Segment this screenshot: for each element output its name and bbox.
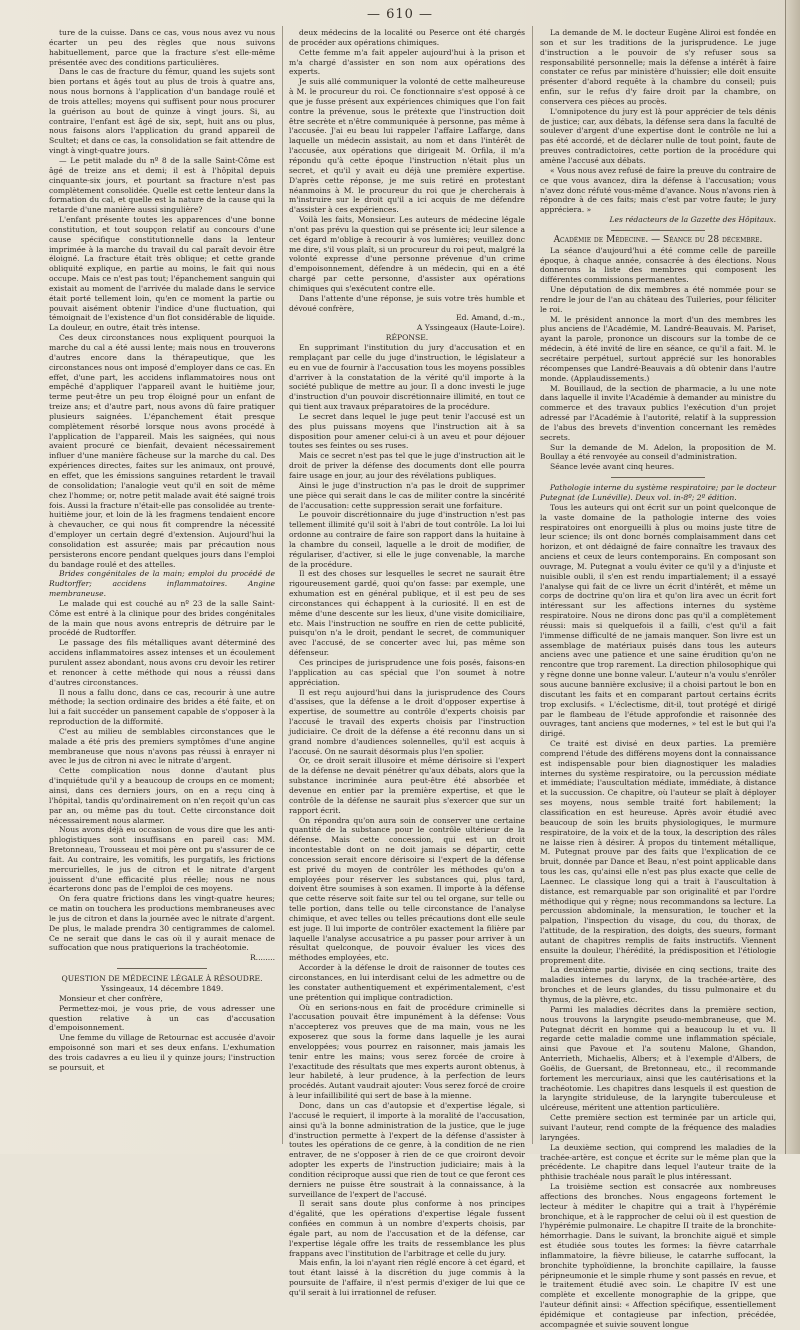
paragraph: Dans l'attente d'une réponse, je suis votre très humble et dévoué confrère, — [289, 293, 525, 313]
paragraph: Le malade qui est couché au nº 23 de la salle Saint-Côme est entré à la clinique pour des brides congénitales de la main que nous avons entrepris de détruire par le procédé de Rudtorffer. — [49, 598, 275, 638]
salutation: Monsieur et cher confrère, — [59, 993, 163, 1003]
section-heading: RÉPONSE. — [385, 333, 429, 343]
paragraph: Une femme du village de Retournac est accusée d'avoir empoisonné son mari et ses deux enfans. L'exhumation des trois cadavres a eu lieu il y quinze jours; l'instruction se poursuit, et — [49, 1033, 275, 1072]
column-2 — [289, 28, 525, 1297]
paragraph: Ainsi le juge d'instruction n'a pas le droit de supprimer une pièce qui serait dans le cas de militer contre la sincérité de l'accusation: cette suppression serait une forfaiture. — [289, 480, 525, 510]
paragraph: L'enfant présente toutes les apparences d'une bonne constitution, et tout soupçon relatif au concours d'une cause spécifique constitutionnelle dans la lenteur imprimée à la marche du travail du cal paraît devoir être éloigné. La fracture était très oblique; et cette grande obliquité explique, en partie au moins, le fait qui nous occupe. Mais ce n'est pas tout; l'épanchement sanguin qui existait au moment de l'arrivée du malade dans le service était porté tellement loin, qu'en ce moment la partie ou pouvait aisément obtenir l'indice d'une fluctuation, qui témoignait de l'existence d'un flot considérable de liquide. La douleur, en outre, était très intense. — [49, 215, 275, 333]
paragraph: M. le président annonce la mort d'un des membres les plus anciens de l'Académie, M. Landré-Beauvais. M. Pariset, ayant la parole, prononce un discours sur la tombe de ce médecin, à été invité de lire en séance, ce qu'il a fait. M. le secrétaire perpétuel, surtout apprécié sur les honorables récompenses que Landré-Beauvais a dû obtenir dans l'autre monde. (Applaudissements.) — [540, 314, 776, 383]
paragraph: Une députation de dix membres a été nommée pour se rendre le jour de l'an au château des Tuileries, pour féliciter le roi. — [540, 285, 776, 314]
paragraph: « Vous nous avez refusé de faire la preuve du contraire de ce que vous avancez, dira la défense à l'accusation; vous n'avez donc réfuté vous-même d'avance. Nous n'avons rien à répondre à de ces faits; mais c'est par votre faute; le jury appréciera. » — [540, 165, 776, 215]
paragraph: Tous les auteurs qui ont écrit sur un point quelconque de la vaste domaine de la pathologie interne des voies respiratoires ont enorgueilli à plus ou moins juste titre de leur science; ils ont donc bornés complaisamment dans cet horizon, et ont dédaigné de faire connaître les travaux des anciens et ceux de leurs contemporains. En composant son ouvrage, M. Putegnat a voulu éviter ce qu'il y a d'injuste et nuisible oubli, il s'en est rendu impartialement; il a essayé l'analyse qui fait de ce livre un écrit d'intérêt, et même un corps de doctrine qu'on lira et qu'on lira avec un écrit fort intéressant sur les affections internes du système respiratoire. Nous ne dirons donc pas qu'il a complètement réussi: mais si quelquefois il a failli, c'est qu'il a fait l'immense difficulté de ne jamais manquer. Son livre est un assemblage de matériaux puisés dans tous les auteurs anciens avec une patience et une saine érudition qu'on ne rencontre que trop rarement. La direction philosophique qui y règne donne une bonne valeur. L'auteur n'a voulu s'enrôler sous aucune bannière exclusive; il a choisi partout le bon en discutant les faits et en comparant partout certains écrits trop exclusifs. « L'éclectisme, dit-il, tout protégé et dirigé par le flambeau de l'étude approfondie et raisonnée des ouvrages, tant anciens que modernes, » tel est le but qui l'a dirigé. — [540, 502, 776, 739]
paragraph: Cette première section est terminée par un article qui, suivant l'auteur, rend compte de la fréquence des maladies laryngées. — [540, 1113, 776, 1142]
separator-rule — [117, 968, 207, 969]
signature: R........ — [249, 953, 275, 963]
paragraph: En supprimant l'institution du jury d'accusation et en remplaçant par celle du juge d'instruction, le législateur a eu en vue de fournir à l'accusation tous les moyens possibles d'arriver à la constatation de la vérité qu'il importe à la société publique de mettre au jour. Il a donc investi le juge d'instruction d'un pouvoir discrétionnaire illimité, en tout ce qui tient aux travaux préparatoires de la procédure. — [289, 343, 525, 412]
paragraph: Cette complication nous donne d'autant plus d'inquiétude qu'il y a beaucoup de croups en ce moment; ainsi, dans ces derniers jours, on en a reçu cinq à l'hôpital, tandis qu'ordinairement on n'en reçoit qu'un cas par an, ou même pas du tout. Cette circonstance doit nécessairement nous alarmer. — [49, 766, 275, 825]
paragraph: Dans le cas de fracture du fémur, quand les sujets sont bien portans et âgés tout au plus de trois à quatre ans, nous nous bornons à l'application d'un bandage roulé et de trois attelles; moyens qui suffisent pour nous procurer la guérison au bout de quinze à vingt jours. Si, au contraire, l'enfant est âgé de six, sept, huit ans ou plus, nous faisons alors l'application du grand appareil de Scultet; et dans ce cas, la consolidation se fait attendre de vingt à vingt-quatre jours. — [49, 67, 275, 156]
paragraph: Mais ce secret n'est pas tel que le juge d'instruction ait le droit de priver la défense des documents dont elle pourra faire usage en jour, au jour des révélations publiques. — [289, 451, 525, 480]
paragraph: Ces deux circonstances nous expliquent pourquoi la marche du cal a été aussi lente; mais nous en trouverons d'autres encore dans la thérapeutique, que les circonstances nous ont imposé d'employer dans ce cas. En effet, d'une part, les accidens inflammatoires nous ont empêché d'appliquer l'appareil avant le huitième jour, terme peut-être un peu trop éloigné pour un enfant de treize ans; et d'autre part, nous avons dû faire pratiquer plusieurs saignées. L'épanchement était presque complètement résorbé lorsque nous avons procédé à l'application de l'appareil. Mais les saignées, qui nous avaient procuré ce bienfait, devaient nécessairement influer d'une manière fâcheuse sur la marche du cal. Des expériences directes, faites sur les animaux, ont prouvé, en effet, que les émissions sanguines retardent le travail de consolidation; l'analogie veut qu'il en soit de même chez l'homme; or, notre petit malade avait été saigné trois fois. Aussi la fracture n'était-elle pas consolidée au trente-huitième jour, et loin de là les fragmens tendaient encore à chevaucher, ce qui nous fit comprendre la nécessité d'employer un certain degré d'extension. Aujourd'hui la consolidation est assurée; mais par précaution nous persisterons encore pendant quelques jours dans l'emploi du bandage roulé et des attelles. — [49, 333, 275, 569]
signature: Les rédacteurs de la Gazette des Hôpitaux. — [609, 215, 776, 225]
paragraph: Ces principes de jurisprudence une fois posés, faisons-en l'application au cas spécial que l'on soumet à notre appréciation. — [289, 658, 525, 687]
column-1 — [49, 28, 275, 1146]
paragraph: Donc, dans un cas d'autopsie et d'expertise légale, si l'accusé le requiert, il importe à la moralité de l'accusation, ainsi qu'à la bonne administration de la justice, que le juge d'instruction permette à l'expert de la défense d'assister à toutes les opérations de ce genre, à la condition de ne rien entraver, de ne s'opposer à rien de ce que croiront devoir adopter les experts de l'instruction judiciaire; mais à la condition réciproque aussi que rien de tout ce que feront ces derniers ne puisse être soustrait à la connaissance, à la surveillance de l'expert de l'accusé. — [289, 1100, 525, 1199]
paragraph: On répondra qu'on aura soin de conserver une certaine quantité de la substance pour le contrôle ultérieur de la défense. Mais cette concession, qui est un droit incontestable dont on ne doit jamais se départir, cette concession serait encore dérisoire si l'expert de la défense est privé du moyen de contrôler les méthodes qu'on a employées pour réserver les substances qui, plus tard, doivent être soumises à son examen. Il importe à la défense que cette réserve soit faite sur tel ou tel organe, sur telle ou telle portion, dans telle ou telle circonstance de l'analyse chimique, et avec telles ou telles précautions dont elle seule est juge. Il lui importe de contrôler exactement la filière par laquelle l'analyse accusatrice a pu passer pour arriver à un résultat quelconque, de pouvoir évaluer les vices des méthodes employées, etc. — [289, 815, 525, 963]
separator-rule — [611, 230, 705, 231]
page-binding-edge — [785, 0, 800, 1154]
paragraph: Accorder à la défense le droit de raisonner de toutes ces circonstances, en lui interdisant celui de les admettre ou de les constater authentiquement et expérimentalement, c'est une prétention qui implique contradiction. — [289, 963, 525, 1002]
paragraph: Le passage des fils métalliques avant déterminé des accidens inflammatoires assez intenses et un écoulement purulent assez abondant, nous avons cru devoir les retirer et renoncer à cette méthode qui nous a réussi dans d'autres circonstances. — [49, 638, 275, 687]
signature-place: A Yssingeaux (Haute-Loire). — [416, 323, 525, 333]
paragraph: Il serait sans doute plus conforme à nos principes d'égalité, que les opérations d'expertise légale fussent confiées en commun à un nombre d'experts choisis, par égale part, au nom de l'accusation et de la défense, car l'expertise légale offre les traits de ressemblance les plus frappans avec l'institution de l'arbitrage et celle du jury. — [289, 1199, 525, 1258]
paragraph: Cette femme m'a fait appeler aujourd'hui à la prison et m'a chargé d'assister en son nom aux opérations des experts. — [289, 47, 525, 77]
paragraph: ture de la cuisse. Dans ce cas, vous nous avez vu nous écarter un peu des règles que nous suivons habituellement, parce que la fracture s'est elle-même présentée avec des conditions particulières. — [49, 28, 275, 67]
paragraph: La deuxième partie, divisée en cinq sections, traite des maladies internes du larynx, de la trachée-artère, des bronches et de leurs glandes, du tissu pulmonaire et du thymus, de la plèvre, etc. — [540, 965, 776, 1004]
page-number: — 610 — — [366, 7, 434, 22]
paragraph: Il est des choses sur lesquelles le secret ne saurait être rigoureusement gardé, quoi qu'on fasse: par exemple, une exhumation est en général publique, et il est peu de ses circonstances qui échappent à la curiosité. Il en est de même d'une descente sur les lieux, d'une visite domiciliaire, etc. Mais l'instruction ne souffre en rien de cette publicité, puisqu'on n'a le droit, pendant le secret, de communiquer avec l'accusé, de se concerter avec lui, pas même son défenseur. — [289, 569, 525, 658]
paragraph: Or, ce droit serait illusoire et même dérisoire si l'expert de la défense ne devait pénétrer qu'aux débats, alors que la substance incriminée aura peut-être été absorbée et devenue en entier par la première expertise, et que le contrôle de la défense ne saurait plus s'exercer que sur un rapport écrit. — [289, 756, 525, 815]
paragraph: Voilà les faits, Monsieur. Les auteurs de médecine légale n'ont pas prévu la question qui se présente ici; leur silence a cet égard m'oblige à recourir à vos lumières; veuillez donc me dire, s'il vous plaît, si un procureur du roi peut, malgré la volonté expresse d'une personne prévenue d'un crime d'empoisonnement, défendre à un médecin, qui en a été chargé par cette personne, d'assister aux opérations chimiques qui s'exécutent contre elle. — [289, 215, 525, 293]
paragraph: Ce traité est divisé en deux parties. La première comprend l'étude des différens moyens dont la connaissance est indispensable pour bien diagnostiquer les maladies internes du système respiratoire, ou la percussion médiate et immédiate; l'auscultation médiate, immédiate, à distance et la succussion. Ce chapitre, où l'auteur se plaît à déployer ses moyens, nous semble traité fort habilement; la classification en est heureuse. Après avoir étudié avec beaucoup de soin les bruits physiologiques, le murmure respiratoire, de la voix et de la toux, la description des râles ne laisse rien à désirer. À propos du tintement métallique, M. Putegnat prouve par des faits que l'explication de ce bruit, donnée par Dance et Beau, n'est point applicable dans tous les cas, qu'ainsi elle n'est pas plus exacte que celle de Laennec. Le classique long qui a trait à l'auscultation à distance, est remarquable par son originalité et par l'ordre méthodique qui y règne; nous recommandons sa lecture. La percussion abdominale, la mensuration, le toucher et la palpation, l'inspection du visage, du cou, du thorax, de l'attitude, de la respiration, des doigts, des sueurs, formant autant de chapitres remplis de faits instructifs. Viennent ensuite la douleur, l'hérédité, la prédisposition et l'étiologie proprement dite. — [540, 739, 776, 965]
separator-rule — [611, 477, 705, 478]
paragraph: Séance levée avant cinq heures. — [550, 462, 675, 472]
paragraph: Mais enfin, la loi n'ayant rien réglé encore à cet égard, et tout étant laissé à la discrétion du juge commis à la poursuite de l'affaire, il n'est permis d'exiger de lui que ce qu'il serait à lui irrationnel de refuser. — [289, 1258, 525, 1297]
paragraph: Permettez-moi, je vous prie, de vous adresser une question relative à un cas d'accusation d'empoisonnement. — [49, 1003, 275, 1033]
paragraph: La séance d'aujourd'hui a été comme celle de pareille époque, à chaque année, consacrée à des élections. Nous donnerons la liste des membres qui composent les différentes commissions permanentes. — [540, 245, 776, 285]
paragraph: Le pouvoir discrétionnaire du juge d'instruction n'est pas tellement illimité qu'il soit à l'abri de tout contrôle. La loi lui ordonne au contraire de faire son rapport dans la huitaine à la chambre du conseil, laquelle a le droit de modifier, de régulariser, d'activer, si elle le juge convenable, la marche de la procédure. — [289, 510, 525, 569]
column-divider — [532, 26, 533, 1144]
paragraph: M. Bouillaud, de la section de pharmacie, a lu une note dans laquelle il invite l'Académie à demander au ministre du commerce et des travaux publics l'exécution d'un projet adressé par l'Académie à l'autorité, relatif à la suppression de l'abus des brevets d'invention concernant les remèdes secrets. — [540, 383, 776, 442]
paragraph: Parmi les maladies décrites dans la première section, nous trouvons la laryngite pseudo-membraneuse, que M. Putegnat décrit en homme qui a beaucoup lu et vu. Il regarde cette maladie comme une inflammation spéciale, ainsi que Pavoue et l'a soutenu Malone, Ghandon, Anterrieth, Michaelis, Albers; et à l'exemple d'Albers, de Goëlis, de Guersant, de Bretonneau, etc., il recommande fortement les mercuriaux, ainsi que les cautérisations et la trachéotomie. Les chapitres dans lesquels il est question de la laryngite striduleuse, de la laryngite tuberculeuse et ulcéreuse, méritent une attention particulière. — [540, 1004, 776, 1113]
paragraph: La deuxième section, qui comprend les maladies de la trachée-artère, est conçue et écrite sur le même plan que la précédente. Le chapitre dans lequel l'auteur traite de la phthisie trachéale nous paraît le plus intéressant. — [540, 1142, 776, 1182]
column-3 — [540, 28, 776, 1329]
signature: Ed. Amand, d.-m., — [456, 313, 525, 323]
paragraph: Je suis allé communiquer la volonté de cette malheureuse à M. le procureur du roi. Ce fonctionnaire s'est opposé à ce que je fusse présent aux expériences chimiques que l'on fait contre la prévenue, sous le prétexte que l'instruction doit être secrète et n'être communiquée à personne, pas même à l'accusée. J'ai eu beau lui rappeler l'affaire Laffarge, dans laquelle un médecin assistait, au nom et dans l'intérêt de l'accusée, aux opérations que dirigeait M. Orfila, il m'a répondu qu'à cette époque l'instruction n'était plus un secret, et qu'il y avait eu déjà une première expertise. D'après cette réponse, je me suis retiré en protestant néanmoins à M. le procureur du roi que je chercherais à m'instruire sur le droit qu'il a ici acquis de me défendre d'assister à ces expériences. — [289, 77, 525, 215]
paragraph: deux médecins de la localité ou Peserce ont été chargés de procéder aux opérations chimiques. — [289, 28, 525, 47]
paragraph: On fera quatre frictions dans les vingt-quatre heures; ce matin on touchera les productions membraneuses avec le jus de citron et dans la journée avec le nitrate d'argent. De plus, le malade prendra 30 centigrammes de calomel. Ce ne serait que dans le cas où il y aurait menace de suffocation que nous pratiquerions la trachéotomie. — [49, 894, 275, 953]
paragraph: C'est au milieu de semblables circonstances que le malade a été pris des premiers symptômes d'une angine membraneuse que nous n'avons pas réussi à enrayer ni avec le jus de citron ni avec le nitrate d'argent. — [49, 726, 275, 766]
paragraph: Où en serions-nous en fait de procédure criminelle si l'accusation pouvait être impunément à la défense: Vous n'accepterez vos preuves que de ma main, vous ne les exposerez que sous la forme dans laquelle je les aurai enveloppées; vous pourrez en raisonner, mais jamais les tenir entre les mains; vous serez forcée de croire à l'exactitude des résultats que mes experts auront obtenus, à leur habileté, à leur prudence, à la perfection de leurs procédés. Autant vaudrait ajouter: Vous serez forcé de croire à leur infaillibilité qui sert de base à la mienne. — [289, 1002, 525, 1101]
section-heading: Académie de Médecine. — Séance du 28 décembre. — [553, 234, 763, 245]
paragraph: Le secret dans lequel le juge peut tenir l'accusé est un des plus puissans moyens que l'instruction ait à sa disposition pour amener celui-ci à un aveu et pour déjouer toutes ses feintes ou ses ruses. — [289, 411, 525, 451]
paragraph: Nous avons déjà eu occasion de vous dire que les anti-phlogistiques sont insuffisans en pareil cas: MM. Bretonneau, Trousseau et moi père ont pu s'assurer de ce fait. Au contraire, les vomitifs, les purgatifs, les frictions mercurielles, le jus de citron et le nitrate d'argent jouissent d'une efficacité plus réelle; nous ne nous écarterons donc pas de l'emploi de ces moyens. — [49, 825, 275, 894]
paragraph: La troisième section est consacrée aux nombreuses affections des bronches. Nous engageons fortement le lecteur à méditer le chapitre qui a trait à l'hypérémie bronchique, et à le rapprocher de celui où il est question de l'hypérémie pulmonaire. Le chapitre II traite de la bronchite-hémorrhagie. Dans le suivant, la bronchite aiguë et simple est étudiée sous toutes les formes: la fièvre catarrhale inflammatoire, la fièvre bilieuse, le catarrhe suffocant, la bronchite typhoïdienne, la bronchite capillaire, la fausse péripneumonie et le simple rhume y sont passés en revue, et le traitement étudié avec soin. Le chapitre IV est une complète et excellente monographie de la grippe, que l'auteur définit ainsi: « Affection spécifique, essentiellement épidémique et contagieuse par infection, précédée, accompagnée et suivie souvent longue — [540, 1182, 776, 1329]
paragraph: Il est reçu aujourd'hui dans la jurisprudence des Cours d'assises, que la défense a le droit d'opposer expertise à expertise, de soumettre au contrôle d'experts choisis par l'accusé le travail des experts choisis par l'instruction judiciaire. Ce droit de la défense a été reconnu dans un si grand nombre d'audiences solennelles, qu'il est acquis à l'accusé. On ne saurait désormais plus l'en spolier. — [289, 687, 525, 756]
paragraph: Sur la demande de M. Adelon, la proposition de M. Boullay a été renvoyée au conseil d'administration. — [540, 442, 776, 462]
column-divider — [282, 26, 283, 1144]
section-heading: QUESTION DE MÉDECINE LÉGALE À RÉSOUDRE. — [61, 974, 263, 984]
section-heading: Pathologie interne du système respiratoire; par le docteur Putegnat (de Lunéville). Deux vol. in-8º; 2º édition. — [540, 483, 776, 502]
dateline: Yssingeaux, 14 décembre 1849. — [100, 984, 224, 993]
section-heading: Brides congénitales de la main; emploi du procédé de Rudtorffer; accidens inflammatoires. Angine membraneuse. — [49, 569, 275, 599]
paragraph: — Le petit malade du nº 8 de la salle Saint-Côme est âgé de treize ans et demi; il est à l'hôpital depuis cinquante-six jours, et pourtant sa fracture n'est pas complètement consolidée. Quelle est cette lenteur dans la formation du cal, et quelle est la nature de la cause qui la retarde d'une manière aussi singulière? — [49, 155, 275, 215]
paragraph: La demande de M. le docteur Eugène Aliroi est fondée en son et sur les traditions de la jurisprudence. Le juge d'instruction a le pouvoir de s'y refuser sous sa responsabilité personnelle; mais la défense a intérêt à faire constater ce refus par ministère d'huissier; elle doit ensuite présenter d'abord requête à la chambre du conseil; puis enfin, sur le refus d'y faire droit par la chambre, on conservera ces pièces au procès. — [540, 28, 776, 106]
paragraph: Il nous a fallu donc, dans ce cas, recourir à une autre méthode; la section ordinaire des brides a été faite, et on lui a fait succéder un pansement capable de s'opposer à la reproduction de la difformité. — [49, 687, 275, 727]
paragraph: L'omnipotence du jury est là pour apprécier de tels dénis de justice; car, aux débats, la défense sera dans la faculté de soulever d'argent d'une expertise dont le contrôle ne lui a pas été accordé, et de déclarer nulle de tout point, faute de preuves contradictoires, cette portion de la procédure qui amène l'accusé aux débats. — [540, 106, 776, 165]
